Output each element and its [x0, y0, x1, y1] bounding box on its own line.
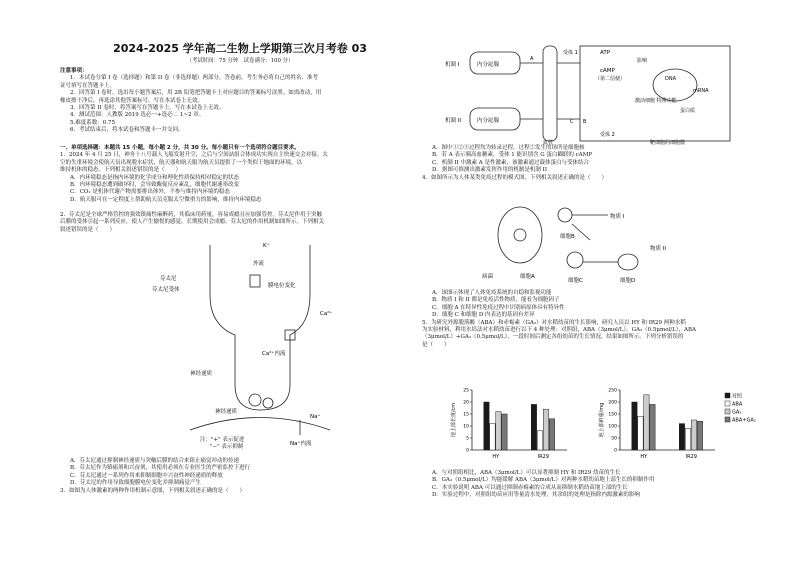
y-tick-label: 50: [611, 436, 617, 442]
q1-stem: 维持机体的稳态。下列相关叙述错误的是（ ）: [60, 167, 182, 174]
label-k-out: 外流: [253, 261, 265, 267]
cell-d-label: 细胞D: [620, 278, 636, 284]
y-tick-label: 0: [466, 448, 469, 454]
mrna-label: mRNA: [693, 88, 709, 94]
bar: [632, 402, 637, 450]
label-membrane: 膜电位变化: [268, 283, 296, 289]
q2-options: [60, 458, 415, 495]
label-nt2: 神经递质: [215, 409, 238, 415]
presynaptic-membrane: [210, 245, 310, 410]
q4-immune-diagram: [480, 200, 700, 290]
bar: [697, 421, 702, 450]
y-axis-label: 地上部长度/cm: [451, 402, 457, 438]
label-receptor: 芬太尼受体: [152, 287, 180, 293]
q4-stem: 4．如图所示为人体某类免疫过程的模式图，下列相关叙述正确的是（ ）: [422, 174, 608, 181]
q2-legend: [200, 437, 350, 452]
y-axis-label: 地上部鲜重/mg: [599, 402, 605, 438]
arrow-a-label: A: [530, 56, 534, 62]
receptor2-label: 受体 2: [600, 132, 615, 138]
q2-option-c: C．芬太尼通过一系列作用来抑制细胞中兴奋性神经递质的释放: [70, 472, 223, 479]
q2-stem: 叙述错误的是（ ）: [60, 226, 116, 233]
q5-options: [422, 470, 772, 500]
label-na: Na⁺: [310, 414, 321, 420]
cell-c: [567, 252, 583, 268]
x-tick-label: IR29: [685, 454, 697, 460]
q5-stem: 5．为研究外源脱落酸（ABA）和赤霉素（GA₃）对水稻幼苗的生长影响，研究人员以 HY 和 IR29 两种水稻: [422, 319, 686, 326]
cell-c-label: 细胞C: [568, 278, 583, 284]
q5-option-b: B．GA₃（0.5μmol/L）均能缓解 ABA（3μmol/L）对两种水稻幼苗地上部生长的抑制作用: [432, 477, 655, 484]
notice-item: 1．本试卷分第 I 卷（选择题）和第 II 卷（非选择题）两部分。答卷前，考生务必将自己的姓名、准考: [70, 75, 319, 82]
x-tick-label: IR29: [537, 454, 549, 460]
q5-option-a: A．与对照组相比，ABA（3μmol/L）可以显著抑制 HY 和 IR29 幼苗的生长: [432, 470, 621, 476]
q1-option-d: D．航天服可在一定程度上帮助航天员克服太空微重力的影响，维持内环境稳态: [70, 196, 262, 203]
vessel-label: 血管: [543, 140, 554, 145]
q5-charts: [440, 385, 770, 470]
exam-subtitle: （考试时间：75 分钟 试卷满分：100 分）: [186, 58, 294, 64]
q3-option-a: A．图中①②③过程均为转录过程，过程②发生的场所是细胞核: [432, 145, 585, 151]
legend-label: ABA: [732, 401, 743, 408]
cell-b: [558, 208, 572, 222]
notice-item: 橡皮擦干净后，再选涂其他答案标号。写在本试卷上无效。: [60, 97, 204, 104]
notice-item: 3．回答第 II 卷时，将答案写在答题卡上。写在本试卷上无效。: [70, 105, 225, 112]
legend-swatch: [725, 409, 730, 414]
legend-label: GA₃: [732, 409, 742, 416]
label-k: K⁺: [263, 243, 270, 249]
atp-label: ATP: [600, 50, 611, 56]
label-ca: Ca²⁺: [320, 311, 333, 317]
notice-block: [60, 68, 415, 135]
receptor1-label: 受体 1: [563, 50, 578, 56]
bar: [650, 404, 655, 450]
y-tick-label: 200: [608, 400, 617, 406]
y-tick-label: 250: [608, 388, 617, 394]
question-2: [60, 212, 415, 234]
pathogen: [514, 229, 526, 241]
bar: [679, 424, 684, 450]
cell-a: [498, 207, 542, 263]
postsynaptic-membrane: [190, 418, 330, 431]
bar: [484, 402, 489, 450]
dna-label: DNA: [665, 76, 677, 82]
q2-option-b: B．芬太尼作为镇痛剂和兴奋剂，其使用必须在专业医生的严密监控下进行: [70, 465, 251, 472]
substance2-label: 物质 II: [650, 246, 666, 252]
vesicle: [249, 394, 261, 406]
blood-vessel: [543, 46, 557, 141]
bar: [685, 428, 690, 450]
y-tick-label: 10: [463, 424, 469, 430]
exam-title: 2024-2025 学年高二生物上学期第三次月考卷 03: [113, 42, 367, 55]
legend-swatch: [725, 401, 730, 406]
influence-label: 影响: [637, 58, 648, 64]
bar: [531, 404, 536, 450]
bar: [638, 416, 643, 450]
cell-b-label: 细胞B: [560, 234, 575, 240]
function-label: 激活细胞 特殊功能: [635, 98, 677, 104]
substance1-label: 物质 I: [610, 214, 625, 220]
q5-option-d: D．实验过程中，对照组幼苗应用等量清水处理，其余组的处理是指除内源激素的影响: [432, 492, 640, 499]
bar: [549, 419, 554, 450]
q3-hormone-diagram: [425, 40, 755, 145]
cell-d: [618, 254, 638, 270]
y-tick-label: 5: [466, 436, 469, 442]
q1-option-b: B．内环境稳态遭到破坏时，会导致酶促反应紊乱，细胞代谢速率改变: [70, 182, 240, 189]
q1-option-a: A．内环境稳态是指内环境的化学成分和理化性质保持相对稳定的状态: [70, 174, 239, 181]
second-messenger-label: （第二信使）: [595, 76, 626, 82]
q2-option-d: D．芬太尼的作用导致细胞膜电位变化并抑制痛觉产生: [70, 480, 201, 487]
q4-option-d: D．细胞 C 和细胞 D 内表达的基因有差异: [432, 312, 535, 319]
q1-stem: 1．2024 年 4 月 25 日，神舟十八号载人飞船发射升空，之后与空间站组合体成功实现自主快速交会对接。太: [60, 152, 328, 159]
y-tick-label: 15: [463, 412, 469, 418]
legend-swatch: [725, 393, 730, 398]
legend-plus: 注："+" 表示促进: [200, 437, 245, 443]
q4-options: [422, 290, 772, 349]
q5-stem: 为实验材料，利用水培法对水稻幼苗进行以下 4 种处理：对照组，ABA（3μmol/L），GA₃（0.5μmol/L），ABA: [422, 327, 697, 334]
bar: [644, 395, 649, 450]
y-tick-label: 150: [608, 412, 617, 418]
legend-label: ABA+GA₃: [732, 417, 756, 424]
label-nt: 神经递质: [190, 371, 213, 377]
q4-option-a: A．该图示体现了人体免疫系统的自稳和监视功能: [432, 290, 552, 296]
legend-swatch: [725, 417, 730, 422]
bar: [502, 414, 507, 450]
q5-option-c: C．本实验说明 ABA 可以通过抑制赤霉素的合成从而抑制水稻幼苗地上部的生长: [432, 484, 628, 491]
label-na-in: Na⁺内流: [290, 441, 312, 447]
label-ca-in: Ca²⁺内流: [262, 351, 286, 357]
legend-label: 对照: [732, 393, 743, 400]
arrow-c-label: C: [570, 119, 574, 125]
q3-stem: 3．如图为人体激素的两种作用机制示意图，下列相关叙述正确的是（ ）: [60, 487, 246, 494]
x-tick-label: HY: [640, 454, 648, 460]
y-tick-label: 25: [463, 388, 469, 394]
endo-label-2: 内分泌腺: [477, 118, 500, 124]
bar: [537, 431, 542, 450]
y-tick-label: 100: [608, 424, 617, 430]
q1-stem: 空的失重环境会使航天员出现脱水症状，航天器和航天服为航天员提供了一个类似于地面的环境，以: [60, 159, 303, 166]
q1-option-c: C．CO₂ 是机体代谢产物需要排出体外，不参与维持内环境的稳态: [70, 189, 230, 196]
target-label: 靶细胞的细胞膜: [650, 140, 686, 145]
notice-item: 2．回答第 I 卷时，选出每小题答案后，用 2B 铅笔把答题卡上对应题目的答案标号涂黑。如需改动，用: [70, 90, 322, 97]
vesicle: [263, 398, 273, 408]
label-fentanyl: 芬太尼: [160, 276, 177, 282]
y-tick-label: 0: [614, 448, 617, 454]
q5-stem: （3μmol/L）+GA₃（0.5μmol/L），一段时间后测定各组幼苗的生长情况，结果如图所示。下列分析错误的: [422, 334, 684, 341]
x-tick-label: HY: [492, 454, 500, 460]
nucleus: [653, 69, 697, 101]
mech2-label: 机制 II: [445, 118, 461, 124]
notice-item: 6．考试结束后，将本试卷和答题卡一并交回。: [70, 127, 184, 134]
q3-option-d: D．据图可推测出激素发挥作用的机制是机制 II: [432, 167, 548, 174]
endo-label-1: 内分泌腺: [477, 62, 500, 68]
q3-options: [422, 145, 772, 182]
notice-heading: 注意事项：: [60, 68, 88, 74]
question-1: [60, 145, 415, 204]
bar: [496, 412, 501, 450]
legend-minus: "−" 表示抑制: [210, 444, 244, 451]
q3-option-c: C．机制 II 中激素 A 是性激素，该激素通过载体蛋白与受体结合: [432, 159, 590, 166]
bar: [691, 420, 696, 450]
mech1-label: 机制 I: [445, 62, 460, 68]
q2-stem: 后膜的受体引起一系列反应，使人产生愉悦的感觉，长期使用会成瘾。芬太尼的作用机制如图所示。下列相关: [60, 219, 325, 226]
bar: [543, 409, 548, 450]
q4-option-b: B．物质 I 和 II 都是免疫活性物质，能看为细胞因子: [432, 297, 560, 304]
q4-option-c: C．细胞 A 在特异性免疫过程中识别病原体具有特异性: [432, 304, 565, 311]
protein-label: 蛋白质: [680, 108, 696, 114]
notice-item: 4．测试范围：人教版 2019 选必一+选必二 1~2 章。: [70, 112, 205, 119]
arrow-b-label: B: [583, 119, 587, 125]
q2-synapse-diagram: [150, 235, 350, 450]
notice-item: 5.难度系数：0.75: [70, 119, 115, 126]
cell-a-label: 细胞A: [520, 274, 535, 280]
section-heading: 一、单项选择题：本题共 15 小题，每小题 2 分，共 30 分。每小题只有一个选项符合题目要求。: [60, 145, 300, 151]
q2-option-a: A．芬太尼通过抑制神经递质与突触后膜的结合来阻止痛觉冲动的传递: [70, 458, 239, 464]
k-channel: [250, 275, 260, 287]
notice-item: 证号填写在答题卡上。: [60, 82, 116, 89]
camp-label: cAMP: [600, 68, 615, 74]
q5-stem: 是（ ）: [422, 341, 450, 348]
q3-option-b: B．若 A 表示胰高血糖素，受体 1 能识别含 G 蛋白耦联的 cAMP: [432, 152, 593, 159]
bar: [490, 424, 495, 450]
pathogen-label: 病菌: [482, 274, 494, 280]
q2-stem: 2．芬太尼是全球严格管控的强效镇痛性麻醉药，其临床用药量，容易成瘾且应加强管控。芬太尼作用于突触: [60, 212, 323, 218]
y-tick-label: 20: [463, 400, 469, 406]
